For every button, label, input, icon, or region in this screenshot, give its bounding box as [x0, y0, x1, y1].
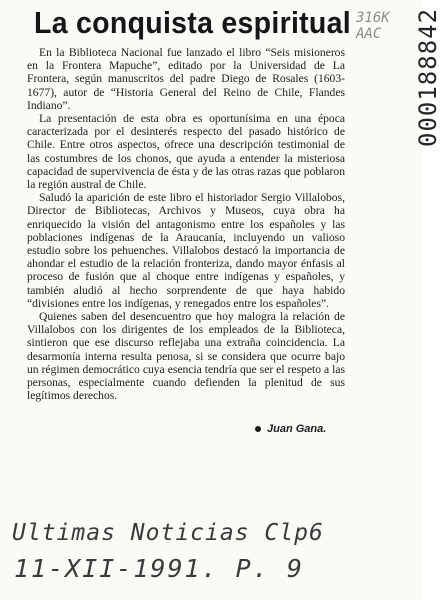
article-body [27, 46, 345, 402]
handwritten-source: Ultimas Noticias Clp6 [12, 520, 324, 546]
article-paragraph-3: Saludó la aparición de este libro el historiador Sergio Villalobos, Director de Bibliotecas, Archivos y Museos, cuya obra ha enriquecido la visión del antagonismo entre los españoles y las poblaciones indígenas de la Araucanía, incluyendo un valioso estudio sobre los pehuenches. Villalobos destacó la importancia de ahondar el estudio de la relación fronteriza, dando mayor énfasis al proceso de fusión que al choque entre indígenas y españoles, y también aludió al hecho sorprendente de que haya habido “divisiones entre los indígenas, y renegados entre los españoles”. [27, 191, 345, 310]
handwritten-record-number: 000188842 [414, 7, 442, 147]
catalog-code-line-2: AAC [356, 26, 382, 42]
article-headline: La conquista espiritual [34, 5, 351, 40]
article-paragraph-4: Quienes saben del desencuentro que hoy malogra la relación de Villalobos con los dirigentes de los empleados de la Biblioteca, sintieron que ese discurso reflejaba una extraña coincidencia. La desarmonía interna resulta penosa, si se considera que ocurre bajo un régimen democrático cuya esencia tendría que ser el respeto a las personas, especialmente cuando defienden la plenitud de sus legítimos derechos. [27, 310, 345, 403]
article-byline [255, 423, 326, 435]
handwritten-catalog-code [356, 10, 390, 42]
article-paragraph-1: En la Biblioteca Nacional fue lanzado el libro “Seis misioneros en la Frontera Mapuche”, editado por la Universidad de La Frontera, según manuscritos del padre Diego de Rosales (1603-1677), autor de “Historia General del Reino de Chile, Flandes Indiano”. [27, 46, 345, 112]
article-paragraph-2: La presentación de esta obra es oportunísima en una época caracterizada por el desinterés respecto del pasado histórico de Chile. Entre otros aspectos, ofrece una descripción testimonial de las costumbres de los chonos, que ayuda a entender la misteriosa capacidad de supervivencia de ésta y de las otras razas que poblaron la región austral de Chile. [27, 112, 345, 192]
catalog-code-line-1: 316K [356, 10, 390, 26]
bullet-icon [255, 426, 261, 432]
handwritten-date: 11-XII-1991. P. 9 [14, 554, 304, 583]
byline-text: Juan Gana. [267, 423, 327, 435]
